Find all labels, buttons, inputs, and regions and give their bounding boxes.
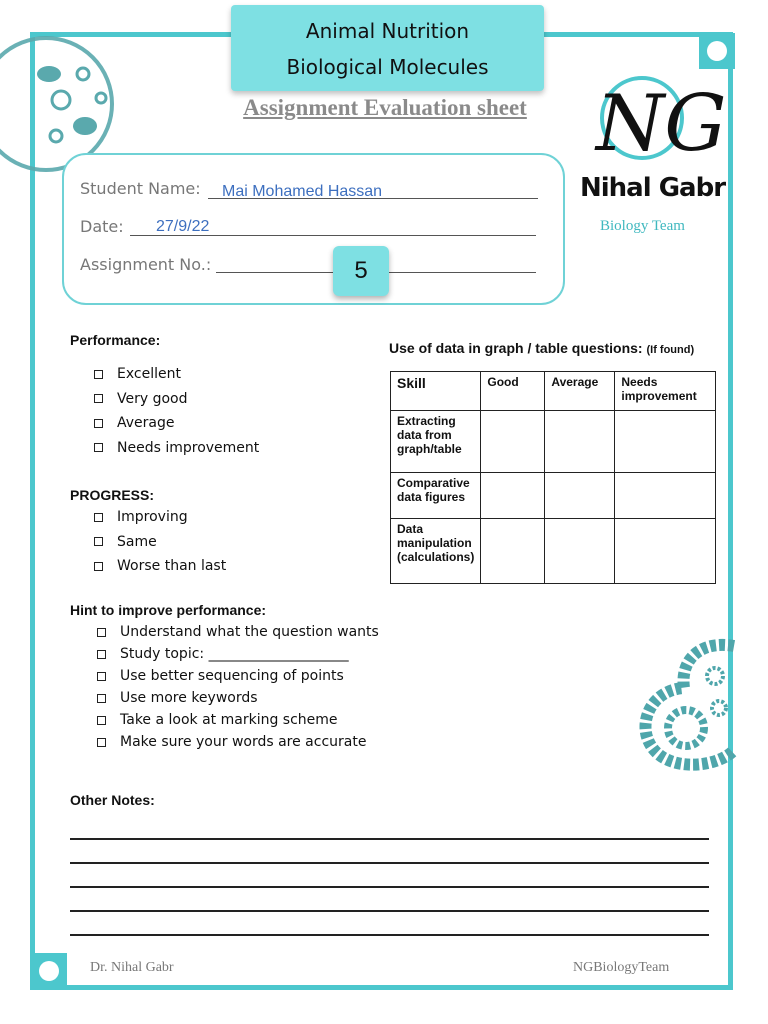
- notes-heading: Other Notes:: [70, 792, 155, 808]
- corner-dot-bottom-left: [31, 953, 67, 989]
- checkbox[interactable]: [94, 419, 103, 428]
- student-name-label: Student Name:: [80, 179, 201, 198]
- logo-team: Biology Team: [600, 218, 685, 234]
- checkbox[interactable]: [94, 562, 103, 571]
- checkbox[interactable]: [97, 628, 106, 637]
- row-label-manipulation: Data manipulation (calculations): [391, 519, 481, 584]
- footer-left: Dr. Nihal Gabr: [90, 960, 174, 975]
- progress-options: [94, 505, 226, 579]
- cell-average[interactable]: [545, 473, 615, 519]
- table-row: [391, 519, 716, 584]
- performance-option-excellent[interactable]: Excellent: [94, 362, 259, 387]
- performance-options: [94, 362, 259, 460]
- checkbox[interactable]: [97, 672, 106, 681]
- column-header-skill: Skill: [391, 372, 481, 411]
- assignment-number-label: Assignment No.:: [80, 255, 212, 274]
- hints-heading: Hint to improve performance:: [70, 602, 267, 618]
- progress-option-worse[interactable]: Worse than last: [94, 554, 226, 579]
- cell-average[interactable]: [545, 519, 615, 584]
- student-info-box: [62, 153, 565, 305]
- hint-option-study-topic[interactable]: Study topic: ____________________: [97, 643, 379, 665]
- sheet-subtitle: Assignment Evaluation sheet: [243, 95, 527, 120]
- notes-line[interactable]: [70, 862, 709, 864]
- checkbox[interactable]: [97, 738, 106, 747]
- data-use-heading-note: (If found): [646, 344, 695, 356]
- progress-option-same[interactable]: Same: [94, 530, 226, 555]
- table-row: [391, 473, 716, 519]
- checkbox[interactable]: [94, 537, 103, 546]
- cell-needs-improvement[interactable]: [615, 411, 716, 473]
- bacteria-icon: [31, 52, 115, 156]
- checkbox[interactable]: [94, 370, 103, 379]
- title-banner: [231, 5, 544, 91]
- performance-option-average[interactable]: Average: [94, 411, 259, 436]
- hint-option-understand-question[interactable]: Understand what the question wants: [97, 621, 379, 643]
- checkbox[interactable]: [97, 650, 106, 659]
- data-use-heading: Use of data in graph / table questions: (If found): [389, 340, 695, 356]
- svg-text:NG: NG: [596, 79, 727, 169]
- checkbox[interactable]: [94, 513, 103, 522]
- notes-line[interactable]: [70, 910, 709, 912]
- performance-option-very-good[interactable]: Very good: [94, 387, 259, 412]
- cell-needs-improvement[interactable]: [615, 473, 716, 519]
- cell-average[interactable]: [545, 411, 615, 473]
- checkbox[interactable]: [94, 394, 103, 403]
- cell-good[interactable]: [481, 519, 545, 584]
- column-header-average: Average: [545, 372, 615, 411]
- assignment-number-value[interactable]: 5: [333, 246, 389, 296]
- footer-right: NGBiologyTeam: [573, 960, 670, 975]
- row-label-extracting: Extracting data from graph/table: [391, 411, 481, 473]
- progress-heading: PROGRESS:: [70, 487, 155, 503]
- row-label-comparative: Comparative data figures: [391, 473, 481, 519]
- progress-option-improving[interactable]: Improving: [94, 505, 226, 530]
- performance-option-needs-improvement[interactable]: Needs improvement: [94, 436, 259, 461]
- skills-table: [390, 371, 716, 584]
- hint-option-keywords[interactable]: Use more keywords: [97, 687, 379, 709]
- notes-line[interactable]: [70, 886, 709, 888]
- title-line-1: Animal Nutrition: [305, 19, 470, 43]
- cell-gears-icon: [640, 640, 734, 772]
- checkbox[interactable]: [94, 443, 103, 452]
- cell-good[interactable]: [481, 411, 545, 473]
- date-value[interactable]: 27/9/22: [156, 218, 210, 235]
- checkbox[interactable]: [97, 716, 106, 725]
- notes-line[interactable]: [70, 838, 709, 840]
- cell-good[interactable]: [481, 473, 545, 519]
- hint-option-marking-scheme[interactable]: Take a look at marking scheme: [97, 709, 379, 731]
- ng-logo-monogram: [590, 68, 727, 172]
- cell-needs-improvement[interactable]: [615, 519, 716, 584]
- hint-options: [97, 621, 379, 753]
- hint-option-accurate-words[interactable]: Make sure your words are accurate: [97, 731, 379, 753]
- table-header-row: [391, 372, 716, 411]
- column-header-needs-improvement: Needs improvement: [615, 372, 716, 411]
- student-name-value[interactable]: Mai Mohamed Hassan: [222, 183, 383, 200]
- title-line-2: Biological Molecules: [286, 55, 489, 79]
- corner-dot-top-right: [699, 33, 735, 69]
- date-label: Date:: [80, 217, 124, 236]
- performance-heading: Performance:: [70, 332, 161, 348]
- table-row: [391, 411, 716, 473]
- logo-name: Nihal Gabr: [580, 173, 726, 203]
- notes-line[interactable]: [70, 934, 709, 936]
- checkbox[interactable]: [97, 694, 106, 703]
- column-header-good: Good: [481, 372, 545, 411]
- hint-option-sequencing[interactable]: Use better sequencing of points: [97, 665, 379, 687]
